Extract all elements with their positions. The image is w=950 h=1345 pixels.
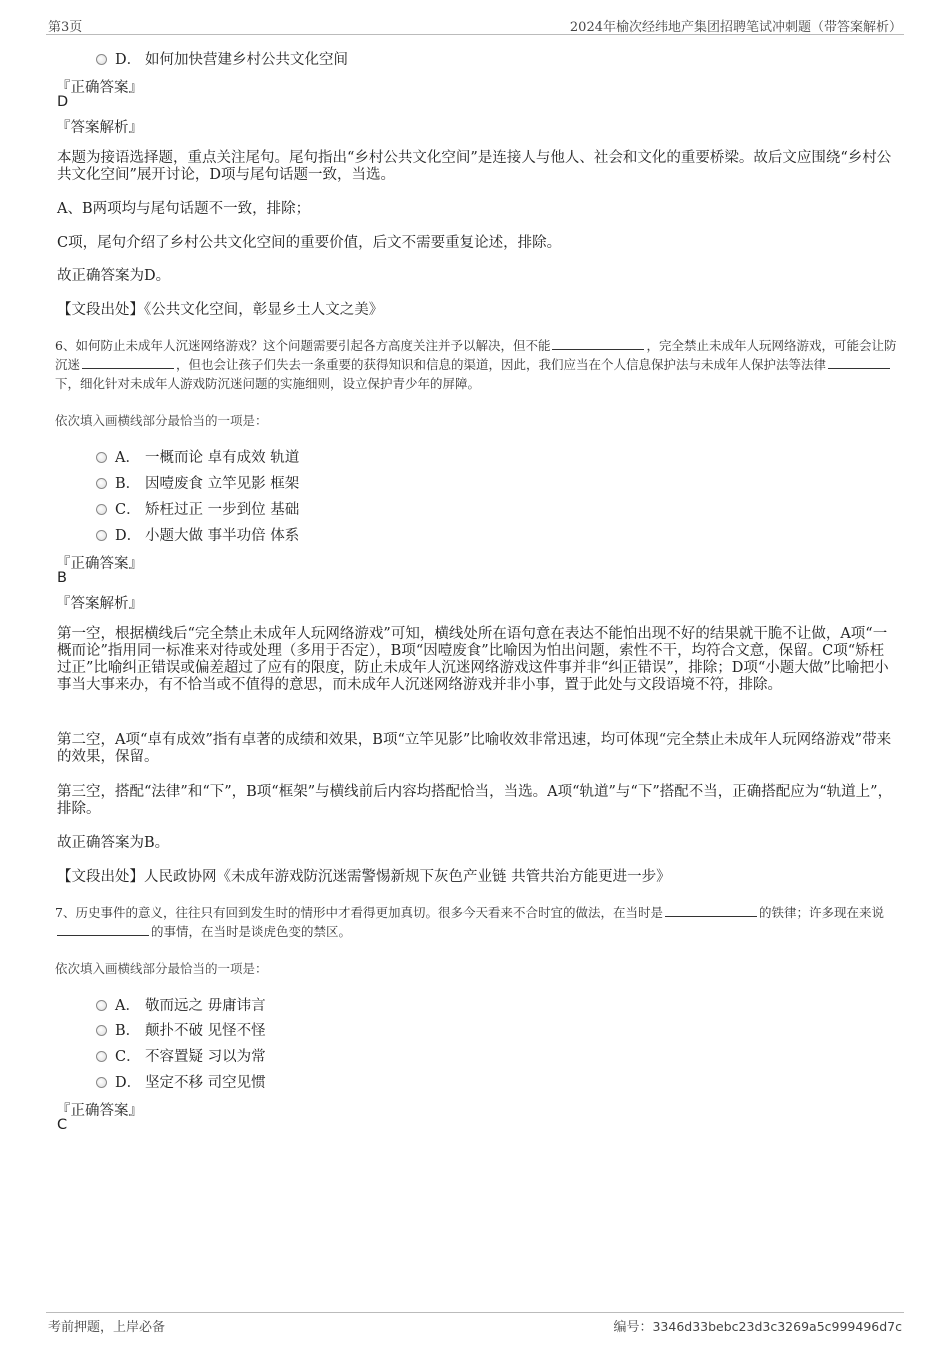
page-header <box>46 14 904 35</box>
radio-icon[interactable] <box>96 504 107 515</box>
q5-option-d[interactable]: D． 如何加快营建乡村公共文化空间 <box>96 48 348 69</box>
fill-blank <box>665 904 757 917</box>
analysis-paragraph: A、B两项均与尾句话题不一致，排除； <box>57 201 311 217</box>
analysis-paragraph: 本题为接语选择题，重点关注尾句。尾句指出“乡村公共文化空间”是连接人与他人、社会和文化的重要桥梁。故后文应围绕“乡村公共文化空间”展开讨论，D项与尾句话题一致，当选。 <box>57 150 892 183</box>
footer-slogan: 考前押题，上岸必备 <box>48 1320 166 1335</box>
question-instruction: 依次填入画横线部分最恰当的一项是： <box>55 961 268 976</box>
source-citation: 【文段出处】《公共文化空间，彰显乡土人文之美》 <box>57 302 384 318</box>
radio-icon[interactable] <box>96 1051 107 1062</box>
q6-option-a[interactable]: A． 一概而论 卓有成效 轨道 <box>96 446 299 467</box>
fill-blank <box>57 923 149 936</box>
radio-icon[interactable] <box>96 452 107 463</box>
analysis-paragraph: 故正确答案为B。 <box>57 835 170 851</box>
question-stem: 6、如何防止未成年人沉迷网络游戏？这个问题需要引起各方高度关注并予以解决，但不能 ，完全禁止未成年人玩网络游戏，可能会让防沉迷 ，但也会让孩子们失去一条重要的获得知识和信息的渠道，因此，我们应当在个人信息保护法与未成年人保护法等法律下，细化针对未成年人游戏防沉迷问题的实施细则，设立保护青少年的屏障。 <box>55 338 897 391</box>
answer-label: 『正确答案』 <box>56 1103 143 1119</box>
answer-value: C <box>57 1117 68 1133</box>
q6-option-d[interactable]: D． 小题大做 事半功倍 体系 <box>96 524 299 545</box>
answer-label: 『正确答案』 <box>56 556 143 572</box>
analysis-paragraph: 第二空，A项“卓有成效”指有卓著的成绩和效果，B项“立竿见影”比喻收效非常迅速，均可体现“完全禁止未成年人玩网络游戏”带来的效果，保留。 <box>57 732 892 765</box>
radio-icon[interactable] <box>96 1025 107 1036</box>
radio-icon[interactable] <box>96 530 107 541</box>
radio-icon[interactable] <box>96 478 107 489</box>
q7-option-d[interactable]: D． 坚定不移 司空见惯 <box>96 1071 266 1092</box>
fill-blank <box>552 337 644 350</box>
fill-blank <box>828 356 890 369</box>
answer-value: D <box>57 94 69 110</box>
answer-value: B <box>57 570 67 586</box>
question-stem: 7、历史事件的意义，往往只有回到发生时的情形中才看得更加真切。很多今天看来不合时宜的做法，在当时是 的铁律；许多现在来说的事情，在当时是谈虎色变的禁区。 <box>55 905 884 939</box>
analysis-label: 『答案解析』 <box>56 596 143 612</box>
source-citation: 【文段出处】人民政协网《未成年游戏防沉迷需警惕新规下灰色产业链 共管共治方能更进一步》 <box>57 869 671 885</box>
radio-icon[interactable] <box>96 54 107 65</box>
page-footer <box>46 1312 904 1333</box>
answer-label: 『正确答案』 <box>56 80 143 96</box>
q7-option-a[interactable]: A． 敬而远之 毋庸讳言 <box>96 994 266 1015</box>
document-title: 2024年榆次经纬地产集团招聘笔试冲刺题（带答案解析） <box>569 20 902 35</box>
analysis-label: 『答案解析』 <box>56 120 143 136</box>
analysis-paragraph: C项，尾句介绍了乡村公共文化空间的重要价值，后文不需要重复论述，排除。 <box>57 235 562 251</box>
document-code: 编号：3346d33bebc23d3c3269a5c999496d7c <box>613 1319 902 1335</box>
radio-icon[interactable] <box>96 1000 107 1011</box>
q7-option-c[interactable]: C． 不容置疑 习以为常 <box>96 1045 266 1066</box>
q7-option-b[interactable]: B． 颠扑不破 见怪不怪 <box>96 1019 266 1040</box>
q6-option-c[interactable]: C． 矫枉过正 一步到位 基础 <box>96 498 299 519</box>
q6-option-b[interactable]: B． 因噎废食 立竿见影 框架 <box>96 472 299 493</box>
fill-blank <box>82 356 174 369</box>
analysis-paragraph: 故正确答案为D。 <box>57 268 171 284</box>
analysis-paragraph: 第三空，搭配“法律”和“下”，B项“框架”与横线前后内容均搭配恰当，当选。A项“轨道”与“下”搭配不当，正确搭配应为“轨道上”，排除。 <box>57 784 893 817</box>
question-instruction: 依次填入画横线部分最恰当的一项是： <box>55 413 268 428</box>
analysis-paragraph: 第一空，根据横线后“完全禁止未成年人玩网络游戏”可知，横线处所在语句意在表达不能怕出现不好的结果就干脆不让做，A项“一概而论”指用同一标准来对待或处理（多用于否定），B项“因噎废食”比喻因为怕出问题，索性不干，均符合文意，保留。C项“矫枉过正”比喻纠正错误或偏差超过了应有的限度，防止未成年人沉迷网络游戏这件事并非“纠正错误”，排除；D项“小题大做”比喻把小事当大事来办，有不恰当或不值得的意思，而未成年人沉迷网络游戏并非小事，置于此处与文段语境不符，排除。 <box>57 626 889 693</box>
page-number: 第3页 <box>48 20 83 35</box>
radio-icon[interactable] <box>96 1077 107 1088</box>
